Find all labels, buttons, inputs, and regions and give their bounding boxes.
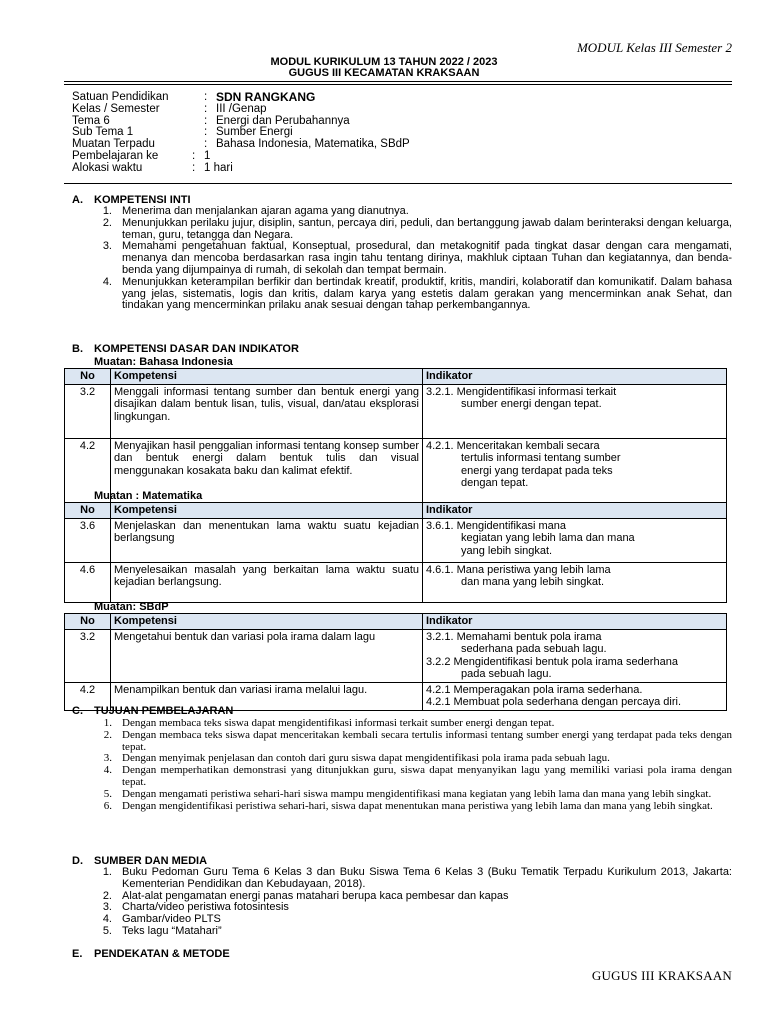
table-header-row xyxy=(65,614,727,630)
info-label: Tema 6 xyxy=(72,114,110,127)
info-colon: : xyxy=(204,138,208,151)
item-number: 5. xyxy=(102,924,112,937)
item-number: 3. xyxy=(102,240,112,253)
indikator-line: dan mana yang lebih singkat. xyxy=(461,576,605,588)
kompetensi-cell: Menggali informasi tentang sumber dan bentuk energi yang disajikan dalam bentuk lisan, tulis, visual, dan/atau eksplorasi lingkungan. xyxy=(111,384,423,438)
section-title: TUJUAN PEMBELAJARAN xyxy=(94,705,234,717)
divider xyxy=(64,183,732,184)
divider xyxy=(64,81,732,82)
item-number: 4. xyxy=(102,913,112,926)
indikator-line: 3.2.1. Mengidentifikasi informasi terkait xyxy=(426,385,617,398)
kd-number: 3.6 xyxy=(65,518,111,562)
kompetensi-inti-item xyxy=(94,277,732,312)
indikator-cell xyxy=(423,682,727,710)
document-subtitle: GUGUS III KECAMATAN KRAKSAAN xyxy=(288,67,480,79)
item-number: 6. xyxy=(103,799,112,812)
muatan-label: Muatan : Matematika xyxy=(94,490,203,502)
info-value: Bahasa Indonesia, Matematika, SBdP xyxy=(216,138,410,151)
kd-number: 3.2 xyxy=(65,384,111,438)
item-text: Dengan membaca teks siswa dapat mengidentifikasi informasi terkait sumber energi dengan tepat. xyxy=(122,717,555,729)
column-header-kompetensi: Kompetensi xyxy=(111,369,423,385)
indikator-cell xyxy=(423,438,727,504)
indikator-line: energi yang terdapat pada teks xyxy=(461,464,613,477)
indikator-line: sumber energi dengan tepat. xyxy=(461,398,602,410)
muatan-label: Muatan: SBdP xyxy=(94,601,169,613)
item-number: 1. xyxy=(102,205,112,217)
sumber-list xyxy=(94,867,732,938)
info-value: 1 hari xyxy=(204,161,233,174)
item-text: Dengan mengidentifikasi peristiwa sehari-hari, siswa dapat menentukan mana peristiwa yang lebih lama dan mana yang lebih singkat. xyxy=(122,799,713,812)
indikator-line: dengan tepat. xyxy=(461,477,529,489)
item-number: 4. xyxy=(102,275,112,288)
kd-number: 3.2 xyxy=(65,629,111,682)
kd-table-bahasa-indonesia xyxy=(64,368,727,505)
kompetensi-cell: Menyajikan hasil penggalian informasi tentang konsep sumber dan bentuk energi dalam bentuk tulis dan visual menggunakan kosakata baku dan kalimat efektif. xyxy=(111,438,423,504)
item-text: Teks lagu “Matahari” xyxy=(122,924,222,937)
indikator-line: 3.6.1. Mengidentifikasi mana xyxy=(426,519,567,532)
table-row xyxy=(65,518,727,562)
item-text: Menunjukkan keterampilan berfikir dan bertindak kreatif, produktif, kritis, mandiri, kolaboratif dan komunikatif. Dalam bahasa yang jelas, sistematis, logis dan kritis, dalam karya yang estetis dalam gerakan yang mencerminkan anak Sehat, dan tindakan yang mencerminkan prilaku anak sesuai dengan tahap perkembangannya. xyxy=(122,275,732,312)
indikator-line: pada sebuah lagu. xyxy=(461,668,552,680)
indikator-cell xyxy=(423,629,727,682)
info-value: Energi dan Perubahannya xyxy=(216,114,350,127)
item-text: Alat-alat pengamatan energi panas matahari berupa kaca pembesar dan kapas xyxy=(122,889,509,902)
indikator-line: 3.2.2 Mengidentifikasi bentuk pola irama sederhana xyxy=(426,655,678,668)
tujuan-item xyxy=(94,765,732,789)
section-e-heading xyxy=(72,948,230,960)
section-letter: E. xyxy=(72,948,83,960)
item-number: 1. xyxy=(102,866,112,878)
kompetensi-cell: Menyelesaikan masalah yang berkaitan lama waktu suatu kejadian berlangsung. xyxy=(111,562,423,602)
indikator-cell xyxy=(423,384,727,438)
module-header: MODUL Kelas III Semester 2 xyxy=(576,40,732,55)
kompetensi-cell: Menampilkan bentuk dan variasi irama melalui lagu. xyxy=(111,682,423,710)
indikator-line: 4.2.1. Menceritakan kembali secara xyxy=(426,439,600,452)
info-label: Satuan Pendidikan xyxy=(72,91,169,103)
section-c-heading xyxy=(72,705,233,717)
section-letter: A. xyxy=(72,194,83,206)
item-text: Menunjukkan perilaku jujur, disiplin, santun, percaya diri, peduli, dan bertanggung jawab dalam berinteraksi dengan keluarga, teman, guru, tetangga dan Negara. xyxy=(122,216,732,241)
section-title: SUMBER DAN MEDIA xyxy=(94,855,208,867)
item-text: Dengan mengamati peristiwa sehari-hari siswa mampu mengidentifikasi mana kegiatan yang lebih lama dan mana yang lebih singkat. xyxy=(122,787,712,800)
table-row xyxy=(65,384,727,438)
info-colon: : xyxy=(204,91,208,103)
section-title: KOMPETENSI DASAR DAN INDIKATOR xyxy=(94,343,299,355)
item-number: 4. xyxy=(103,764,112,777)
info-colon: : xyxy=(204,126,208,139)
info-value: Sumber Energi xyxy=(216,126,293,139)
column-header-no: No xyxy=(65,369,111,385)
tujuan-item xyxy=(94,801,732,813)
info-value: SDN RANGKANG xyxy=(216,90,316,104)
table-row xyxy=(65,562,727,602)
section-letter: D. xyxy=(72,855,83,867)
kd-table-sbdp xyxy=(64,613,727,711)
divider xyxy=(64,84,732,85)
item-text: Buku Pedoman Guru Tema 6 Kelas 3 dan Buku Siswa Tema 6 Kelas 3 (Buku Tematik Terpadu Kurikulum 2013, Jakarta: Kementerian Pendidikan dan Kebudayaan, 2018). xyxy=(122,866,732,890)
column-header-kompetensi: Kompetensi xyxy=(111,614,423,630)
indikator-line: tertulis informasi tentang sumber xyxy=(461,452,621,464)
info-label: Kelas / Semester xyxy=(72,102,160,115)
kompetensi-inti-item xyxy=(94,241,732,276)
info-value: 1 xyxy=(204,149,211,162)
info-label: Sub Tema 1 xyxy=(72,126,134,139)
indikator-line: yang lebih singkat. xyxy=(461,544,553,557)
column-header-no: No xyxy=(65,503,111,519)
indikator-line: sederhana pada sebuah lagu. xyxy=(461,643,607,655)
info-label: Muatan Terpadu xyxy=(72,138,155,151)
indikator-line: 4.2.1 Memperagakan pola irama sederhana. xyxy=(426,683,643,696)
table-header-row xyxy=(65,503,727,519)
sumber-item xyxy=(94,867,732,891)
info-colon: : xyxy=(204,114,208,127)
indikator-line: kegiatan yang lebih lama dan mana xyxy=(461,532,635,544)
item-number: 2. xyxy=(102,889,112,902)
sumber-item xyxy=(94,926,732,938)
item-text: Gambar/video PLTS xyxy=(122,913,221,926)
indikator-line: 3.2.1. Memahami bentuk pola irama xyxy=(426,630,602,643)
indikator-cell xyxy=(423,518,727,562)
column-header-indikator: Indikator xyxy=(423,614,727,630)
section-letter: B. xyxy=(72,343,83,355)
info-colon: : xyxy=(204,102,208,115)
info-colon: : xyxy=(192,149,196,162)
info-value: III /Genap xyxy=(216,102,267,115)
item-number: 2. xyxy=(103,728,112,741)
tujuan-item xyxy=(94,730,732,754)
section-title: PENDEKATAN & METODE xyxy=(94,948,230,960)
tujuan-list xyxy=(94,718,732,812)
section-letter: C. xyxy=(72,705,83,717)
item-number: 5. xyxy=(103,787,112,800)
indikator-cell xyxy=(423,562,727,602)
item-text: Dengan memperhatikan demonstrasi yang ditunjukkan guru, siswa dapat menyanyikan lagu yang memiliki variasi pola irama dengan tepat. xyxy=(122,764,732,788)
item-number: 3. xyxy=(102,901,112,914)
info-label: Pembelajaran ke xyxy=(72,149,159,162)
info-colon: : xyxy=(192,161,196,174)
item-text: Menerima dan menjalankan ajaran agama yang dianutnya. xyxy=(122,205,409,217)
footer-text: GUGUS III KRAKSAAN xyxy=(591,968,732,983)
kompetensi-cell: Menjelaskan dan menentukan lama waktu suatu kejadian berlangsung xyxy=(111,518,423,562)
item-number: 2. xyxy=(102,216,112,229)
item-number: 1. xyxy=(103,717,112,729)
kd-table-matematika xyxy=(64,502,727,603)
document-title: MODUL KURIKULUM 13 TAHUN 2022 / 2023 xyxy=(270,56,498,68)
info-label: Alokasi waktu xyxy=(72,161,143,174)
kompetensi-inti-list xyxy=(94,206,732,312)
column-header-indikator: Indikator xyxy=(423,503,727,519)
section-title: KOMPETENSI INTI xyxy=(94,194,191,206)
kd-number: 4.2 xyxy=(65,682,111,710)
table-header-row xyxy=(65,369,727,385)
item-number: 3. xyxy=(103,752,112,765)
item-text: Memahami pengetahuan faktual, Konseptual, prosedural, dan metakognitif pada tingkat dasar dengan cara mengamati, menanya dan mencoba berdasarkan rasa ingin tahu tentang dirinya, makhluk ciptaan Tuhan dan kegiatannya, dan benda-benda yang dijumpainya di rumah, di sekolah dan tempat bermain. xyxy=(122,240,732,276)
table-row xyxy=(65,629,727,682)
indikator-line: 4.6.1. Mana peristiwa yang lebih lama xyxy=(426,563,611,576)
kd-number: 4.6 xyxy=(65,562,111,602)
section-b-heading xyxy=(72,343,299,355)
kompetensi-cell: Mengetahui bentuk dan variasi pola irama dalam lagu xyxy=(111,629,423,682)
column-header-indikator: Indikator xyxy=(423,369,727,385)
muatan-label: Muatan: Bahasa Indonesia xyxy=(94,356,233,368)
item-text: Dengan membaca teks siswa dapat menceritakan kembali secara tertulis informasi tentang sumber energi yang terdapat pada teks dengan tepat. xyxy=(122,728,732,753)
item-text: Dengan menyimak penjelasan dan contoh dari guru siswa dapat mengidentifikasi pola irama pada sebuah lagu. xyxy=(122,752,610,765)
column-header-no: No xyxy=(65,614,111,630)
indikator-line: 4.2.1 Membuat pola sederhana dengan percaya diri. xyxy=(426,696,682,708)
kd-number: 4.2 xyxy=(65,438,111,504)
column-header-kompetensi: Kompetensi xyxy=(111,503,423,519)
kompetensi-inti-item xyxy=(94,218,732,242)
item-text: Charta/video peristiwa fotosintesis xyxy=(122,901,289,914)
